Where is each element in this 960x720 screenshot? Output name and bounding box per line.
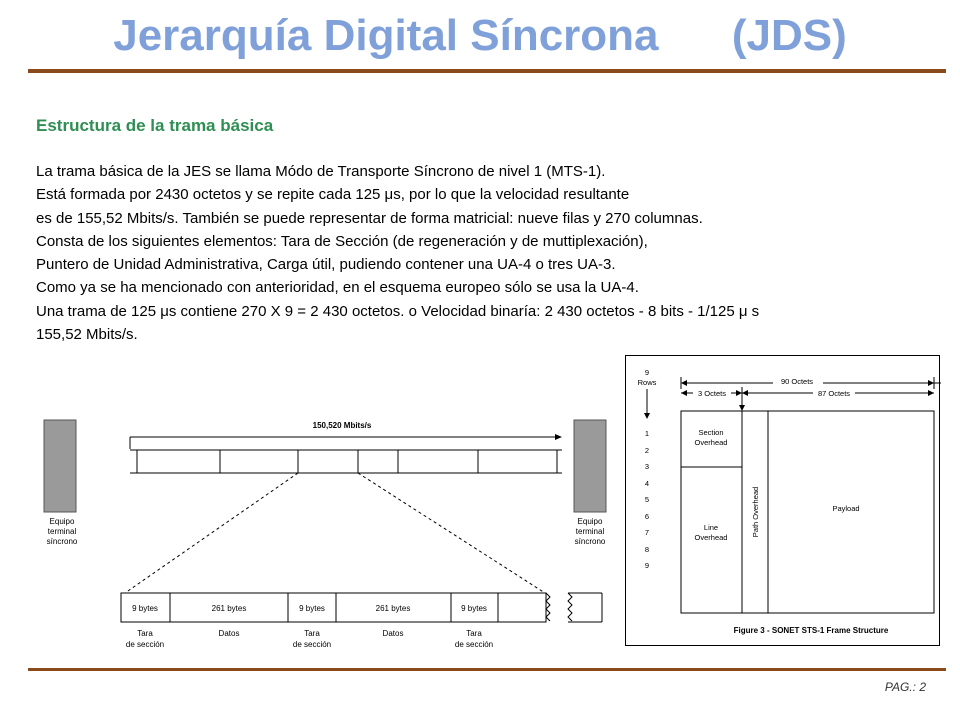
segment-label: 9 bytes (132, 604, 158, 613)
row-number: 9 (644, 561, 650, 570)
line-overhead-label: Overhead (694, 533, 728, 542)
row-number: 5 (644, 495, 650, 504)
segment-caption: de sección (125, 640, 165, 649)
rate-label: 150,520 Mbits/s (312, 421, 372, 430)
frame-stream (130, 450, 562, 473)
row-number: 3 (644, 462, 650, 471)
section-subtitle: Estructura de la trama básica (36, 116, 274, 135)
rows-label: Rows (637, 378, 657, 387)
segment-caption: Tara (466, 629, 482, 638)
body-line: Como ya se ha mencionado con anterioridad, en el esquema europeo sólo se usa la UA-4. (36, 279, 639, 297)
segment-caption: Tara (304, 629, 320, 638)
row-number: 4 (644, 479, 650, 488)
body-line: La trama básica de la JES se llama Módo de Transporte Síncrono de nivel 1 (MTS-1). (36, 163, 606, 180)
segment-label: 261 bytes (211, 604, 247, 613)
slide-title: Jerarquía Digital Síncrona (JDS) (113, 11, 847, 60)
line-overhead-label: Line (703, 523, 719, 532)
section-overhead-label: Section (698, 428, 724, 437)
expanded-frame (121, 593, 602, 622)
body-line: Está formada por 2430 octetos y se repite cada 125 μs, por lo que la velocidad resultante (36, 186, 630, 204)
left-device-label: terminal (47, 527, 77, 536)
segment-label: 9 bytes (461, 604, 487, 613)
left-octets-label: 3 Octets (698, 389, 726, 398)
frame-transmission-diagram (30, 400, 615, 660)
segment-caption: de sección (292, 640, 332, 649)
payload-label: Payload (832, 504, 860, 513)
body-line: Una trama de 125 μs contiene 270 X 9 = 2 430 octetos. o Velocidad binaría: 2 430 octetos - 8 bits - 1/125 μ s (36, 302, 760, 320)
right-terminal-icon (574, 420, 606, 512)
body-line: Consta de los siguientes elementos: Tara de Sección (de regeneración y de muttiplexación), (36, 232, 648, 250)
body-line: 155,52 Mbits/s. (36, 326, 138, 344)
right-octets-label: 87 Octets (817, 389, 851, 398)
segment-caption: Datos (218, 629, 240, 638)
body-line: es de 155,52 Mbits/s. También se puede representar de forma matricial: nueve filas y 270 columnas. (36, 209, 703, 227)
row-number: 6 (644, 512, 650, 521)
left-device-label: síncrono (46, 537, 78, 546)
segment-caption: de sección (454, 640, 494, 649)
segment-label: 261 bytes (375, 604, 411, 613)
rows-label: 9 (644, 368, 650, 377)
row-number: 1 (644, 429, 650, 438)
section-overhead-label: Overhead (694, 438, 728, 447)
row-number: 8 (644, 545, 650, 554)
left-device-label: Equipo (49, 517, 75, 526)
path-overhead-label: Path Overhead (751, 486, 760, 538)
right-device-label: terminal (575, 527, 605, 536)
footer-divider (28, 668, 946, 671)
segment-caption: Tara (137, 629, 153, 638)
sonet-frame-diagram (625, 355, 941, 647)
segment-caption: Datos (382, 629, 404, 638)
page-number: PAG.: 2 (884, 680, 926, 694)
top-octets-label: 90 Octets (780, 377, 814, 386)
right-device-label: síncrono (574, 537, 606, 546)
segment-label: 9 bytes (299, 604, 325, 613)
row-number: 7 (644, 528, 650, 537)
figure-caption: Figure 3 - SONET STS-1 Frame Structure (733, 626, 889, 635)
right-device-label: Equipo (577, 517, 603, 526)
body-line: Puntero de Unidad Administrativa, Carga útil, pudiendo contener una UA-4 o tres UA-3. (36, 256, 616, 274)
row-number: 2 (644, 446, 650, 455)
left-terminal-icon (44, 420, 76, 512)
body-text (36, 160, 936, 346)
title-divider (28, 69, 946, 73)
